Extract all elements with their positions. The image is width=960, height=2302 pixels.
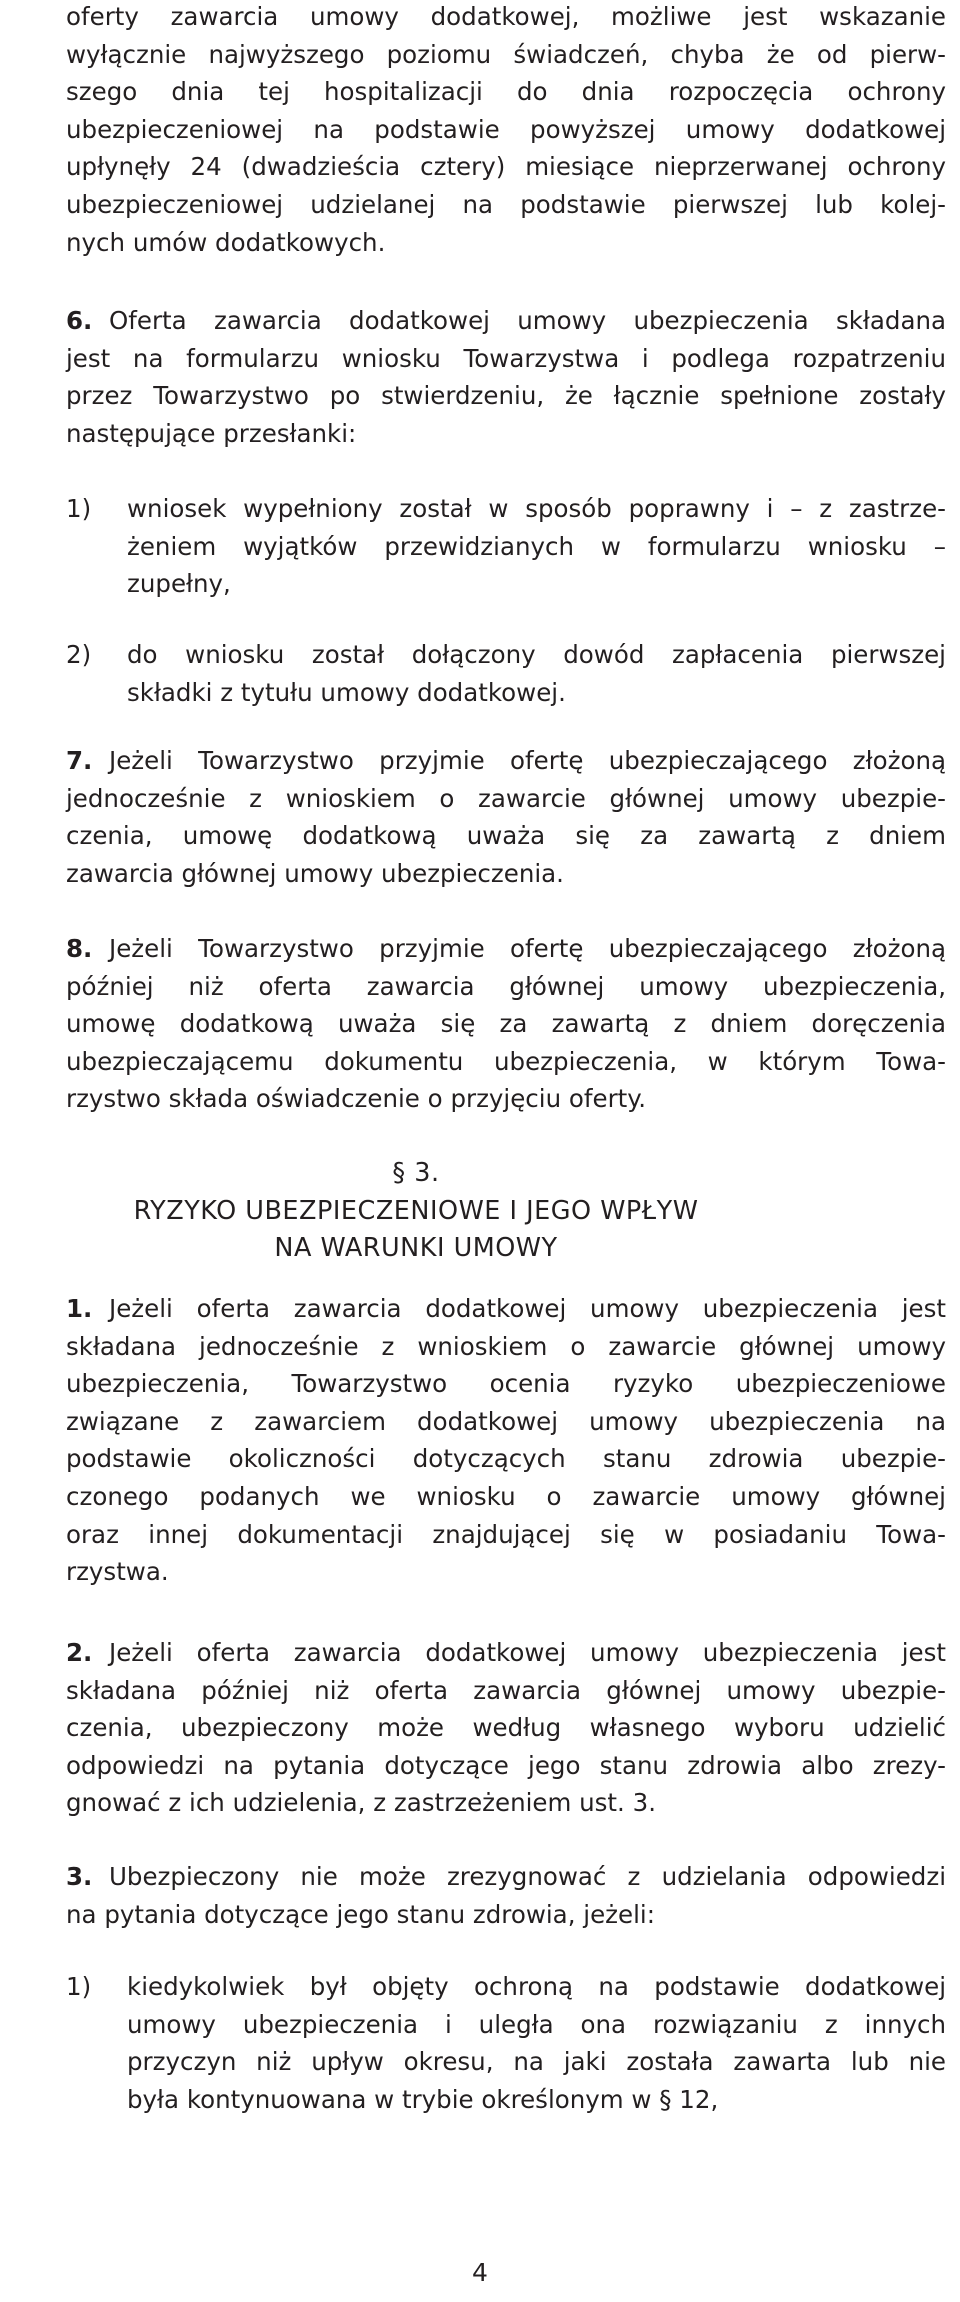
- text-line: składana jednocześnie z wnioskiem o zawarcie głównej umowy: [66, 1331, 946, 1361]
- text-line: czonego podanych we wniosku o zawarcie umowy głównej: [66, 1481, 946, 1511]
- page-number: 4: [472, 2258, 488, 2287]
- section-3-clause-3: [66, 1858, 946, 1933]
- clause-number: 1.: [66, 1294, 93, 1323]
- text-line: czenia, ubezpieczony może według własnego wyboru udzielić: [66, 1713, 946, 1743]
- clause-number: 2.: [66, 1638, 93, 1667]
- text-line: ubezpieczeniowej udzielanej na podstawie pierwszej lub kolej-: [66, 189, 946, 219]
- text-line: Jeżeli oferta zawarcia dodatkowej umowy ubezpieczenia jest: [109, 1294, 946, 1323]
- text-line: Oferta zawarcia dodatkowej umowy ubezpieczenia składana: [109, 306, 946, 335]
- text-line: wniosek wypełniony został w sposób poprawny i – z zastrze-: [127, 494, 946, 523]
- text-line: składana później niż oferta zawarcia głównej umowy ubezpie-: [66, 1675, 946, 1705]
- point-number: 2): [66, 640, 92, 669]
- section-heading: [66, 1155, 766, 1268]
- text-line: była kontynuowana w trybie określonym w § 12,: [127, 2084, 719, 2114]
- clause-6-point-1: [66, 490, 946, 603]
- text-line: czenia, umowę dodatkową uważa się za zawartą z dniem: [66, 821, 946, 851]
- text-line: podstawie okoliczności dotyczących stanu zdrowia ubezpie-: [66, 1444, 946, 1474]
- clause-number: 6.: [66, 306, 93, 335]
- clause-7: [66, 742, 946, 892]
- text-line: na pytania dotyczące jego stanu zdrowia, jeżeli:: [66, 1899, 655, 1929]
- clause-8: [66, 930, 946, 1118]
- text-line: rzystwa.: [66, 1557, 169, 1587]
- text-line: później niż oferta zawarcia głównej umowy ubezpieczenia,: [66, 971, 946, 1001]
- clause-6: [66, 302, 946, 452]
- text-line: upłynęły 24 (dwadzieścia cztery) miesiące nieprzerwanej ochrony: [66, 152, 946, 182]
- text-line: jest na formularzu wniosku Towarzystwa i podlega rozpatrzeniu: [66, 343, 946, 373]
- text-line: Jeżeli oferta zawarcia dodatkowej umowy ubezpieczenia jest: [109, 1638, 946, 1667]
- point-number: 1): [66, 494, 92, 523]
- text-line: związane z zawarciem dodatkowej umowy ubezpieczenia na: [66, 1406, 946, 1436]
- text-line: rzystwo składa oświadczenie o przyjęciu oferty.: [66, 1084, 647, 1114]
- section-title-line: RYZYKO UBEZPIECZENIOWE I JEGO WPŁYW: [133, 1195, 699, 1226]
- text-line: umowy ubezpieczenia i uległa ona rozwiązaniu z innych: [127, 2009, 946, 2039]
- text-line: odpowiedzi na pytania dotyczące jego stanu zdrowia albo zrezy-: [66, 1750, 946, 1780]
- text-line: oraz innej dokumentacji znajdującej się w posiadaniu Towa-: [66, 1519, 946, 1549]
- text-line: następujące przesłanki:: [66, 418, 357, 448]
- text-line: kiedykolwiek był objęty ochroną na podstawie dodatkowej: [127, 1972, 946, 2001]
- text-line: oferty zawarcia umowy dodatkowej, możliwe jest wskazanie: [66, 2, 946, 31]
- text-line: umowę dodatkową uważa się za zawartą z dniem doręczenia: [66, 1009, 946, 1039]
- text-line: składki z tytułu umowy dodatkowej.: [127, 677, 566, 707]
- continuation-paragraph: [66, 0, 946, 261]
- text-line: żeniem wyjątków przewidzianych w formularzu wniosku –: [127, 531, 946, 561]
- section-title-line: NA WARUNKI UMOWY: [274, 1233, 558, 1264]
- clause-6-point-2: [66, 636, 946, 711]
- text-line: do wniosku został dołączony dowód zapłacenia pierwszej: [127, 640, 946, 669]
- text-line: Ubezpieczony nie może zrezygnować z udzielania odpowiedzi: [109, 1862, 946, 1891]
- text-line: jednocześnie z wnioskiem o zawarcie głównej umowy ubezpie-: [66, 783, 946, 813]
- text-line: gnować z ich udzielenia, z zastrzeżeniem ust. 3.: [66, 1788, 656, 1818]
- text-line: zupełny,: [127, 569, 231, 599]
- text-line: przyczyn niż upływ okresu, na jaki została zawarta lub nie: [127, 2047, 946, 2077]
- clause-number: 8.: [66, 934, 93, 963]
- text-line: nych umów dodatkowych.: [66, 227, 386, 257]
- clause-number: 3.: [66, 1862, 93, 1891]
- text-line: przez Towarzystwo po stwierdzeniu, że łącznie spełnione zostały: [66, 381, 946, 411]
- point-number: 1): [66, 1972, 92, 2001]
- section-3-clause-1: [66, 1290, 946, 1591]
- text-line: zawarcia głównej umowy ubezpieczenia.: [66, 858, 564, 888]
- text-line: Jeżeli Towarzystwo przyjmie ofertę ubezpieczającego złożoną: [109, 746, 946, 775]
- text-line: szego dnia tej hospitalizacji do dnia rozpoczęcia ochrony: [66, 77, 946, 107]
- clause-number: 7.: [66, 746, 93, 775]
- text-line: ubezpieczeniowej na podstawie powyższej umowy dodatkowej: [66, 114, 946, 144]
- paragraph-sign: § 3.: [392, 1158, 440, 1188]
- section-3-clause-2: [66, 1634, 946, 1822]
- text-line: ubezpieczającemu dokumentu ubezpieczenia, w którym Towa-: [66, 1046, 946, 1076]
- text-line: Jeżeli Towarzystwo przyjmie ofertę ubezpieczającego złożoną: [109, 934, 946, 963]
- text-line: ubezpieczenia, Towarzystwo ocenia ryzyko ubezpieczeniowe: [66, 1369, 946, 1399]
- text-line: wyłącznie najwyższego poziomu świadczeń, chyba że od pierw-: [66, 39, 946, 69]
- section-3-clause-3-point-1: [66, 1968, 946, 2118]
